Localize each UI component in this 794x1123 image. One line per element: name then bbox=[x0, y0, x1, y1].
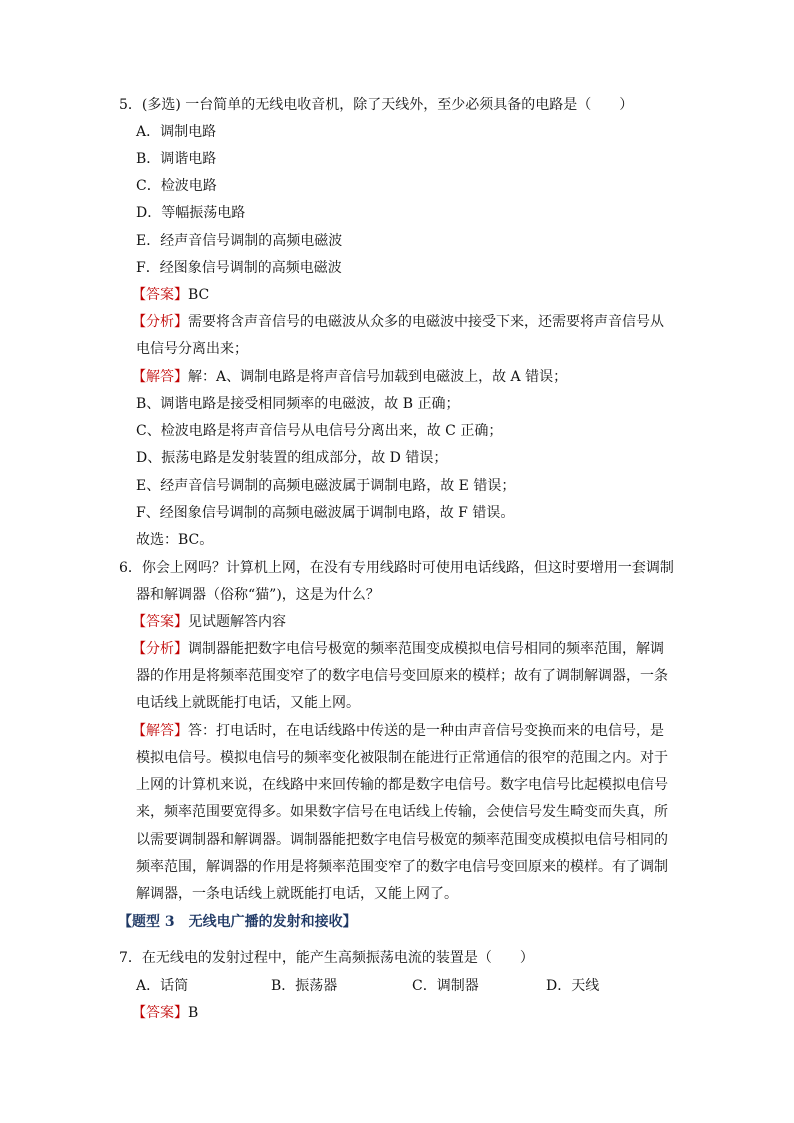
q6-solution-line-7: 解调器，一条电话线上就既能打电话，又能上网了。 bbox=[136, 886, 458, 902]
q5-analysis-line-1 bbox=[132, 312, 664, 332]
q5-solution-line-4: D、振荡电路是发射装置的组成部分，故 D 错误； bbox=[136, 450, 448, 466]
q7-option-b: B．振荡器 bbox=[271, 978, 338, 994]
q5-option-f: F．经图象信号调制的高频电磁波 bbox=[136, 260, 342, 276]
q6-solution-line-3: 上网的计算机来说，在线路中来回传输的都是数字电信号。数字电信号比起模拟电信号 bbox=[136, 777, 668, 793]
q5-option-c: C．检波电路 bbox=[136, 178, 217, 194]
analysis-text: 需要将含声音信号的电磁波从众多的电磁波中接受下来，还需要将声音信号从 bbox=[188, 314, 664, 330]
answer-tag: 【答案】 bbox=[132, 614, 188, 630]
q6-answer bbox=[132, 612, 286, 632]
q5-option-e: E．经声音信号调制的高频电磁波 bbox=[136, 233, 343, 249]
q5-option-b: B．调谐电路 bbox=[136, 151, 217, 167]
q5-solution-line-5: E、经声音信号调制的高频电磁波属于调制电路，故 E 错误； bbox=[136, 478, 516, 494]
q7-option-c: C．调制器 bbox=[412, 978, 479, 994]
solution-text: 解：A、调制电路是将声音信号加载到电磁波上，故 A 错误； bbox=[188, 369, 568, 385]
answer-value: B bbox=[188, 1005, 199, 1021]
q5-option-a: A．调制电路 bbox=[136, 124, 217, 140]
q6-solution-line-4: 来，频率范围要宽得多。如果数字信号在电话线上传输，会使信号发生畸变而失真，所 bbox=[136, 804, 668, 820]
analysis-tag: 【分析】 bbox=[132, 641, 188, 657]
q5-analysis-line-2: 电信号分离出来； bbox=[136, 341, 248, 357]
q6-solution-line-1 bbox=[132, 721, 664, 741]
q7-stem: 7．在无线电的发射过程中，能产生高频振荡电流的装置是（ ） bbox=[119, 950, 534, 966]
solution-tag: 【解答】 bbox=[132, 723, 188, 739]
answer-tag: 【答案】 bbox=[132, 287, 188, 303]
q5-answer bbox=[132, 285, 209, 305]
answer-value: BC bbox=[188, 287, 210, 303]
q6-solution-line-5: 以需要调制器和解调器。调制器能把数字电信号极宽的频率范围变成模拟电信号相同的 bbox=[136, 832, 668, 848]
solution-tag: 【解答】 bbox=[132, 369, 188, 385]
q6-analysis-line-1 bbox=[132, 639, 664, 659]
answer-tag: 【答案】 bbox=[132, 1005, 188, 1021]
q5-stem: 5．(多选) 一台简单的无线电收音机，除了天线外，至少必须具备的电路是（ ） bbox=[119, 97, 634, 113]
analysis-text: 调制器能把数字电信号极宽的频率范围变成模拟电信号相同的频率范围，解调 bbox=[188, 641, 664, 657]
answer-value: 见试题解答内容 bbox=[188, 614, 286, 630]
solution-text: 答：打电话时，在电话线路中传送的是一种由声音信号变换而来的电信号，是 bbox=[188, 723, 664, 739]
q7-option-d: D．天线 bbox=[546, 978, 600, 994]
q5-solution-line-6: F、经图象信号调制的高频电磁波属于调制电路，故 F 错误。 bbox=[136, 505, 515, 521]
q6-stem-line-2: 器和解调器（俗称“猫”)，这是为什么？ bbox=[136, 587, 380, 603]
q7-answer bbox=[132, 1003, 198, 1023]
q6-solution-line-2: 模拟电信号。模拟电信号的频率变化被限制在能进行正常通信的很窄的范围之内。对于 bbox=[136, 750, 668, 766]
section-title: 【题型 3 无线电广播的发射和接收】 bbox=[118, 914, 357, 930]
q7-option-a: A．话筒 bbox=[136, 978, 189, 994]
q5-solution-line-2: B、调谐电路是接受相同频率的电磁波，故 B 正确； bbox=[136, 396, 460, 412]
analysis-tag: 【分析】 bbox=[132, 314, 188, 330]
q6-analysis-line-2: 器的作用是将频率范围变窄了的数字电信号变回原来的模样；故有了调制解调器，一条 bbox=[136, 668, 668, 684]
q6-stem-line-1: 6．你会上网吗？计算机上网，在没有专用线路时可使用电话线路，但这时要增用一套调制 bbox=[119, 560, 674, 576]
q5-solution-line-1 bbox=[132, 367, 567, 387]
q6-analysis-line-3: 电话线上就既能打电话，又能上网。 bbox=[136, 695, 360, 711]
q5-solution-line-3: C、检波电路是将声音信号从电信号分离出来，故 C 正确； bbox=[136, 423, 503, 439]
q6-solution-line-6: 频率范围，解调器的作用是将频率范围变窄了的数字电信号变回原来的模样。有了调制 bbox=[136, 859, 668, 875]
q5-solution-line-7: 故选：BC。 bbox=[136, 532, 214, 548]
q5-option-d: D．等幅振荡电路 bbox=[136, 205, 246, 221]
